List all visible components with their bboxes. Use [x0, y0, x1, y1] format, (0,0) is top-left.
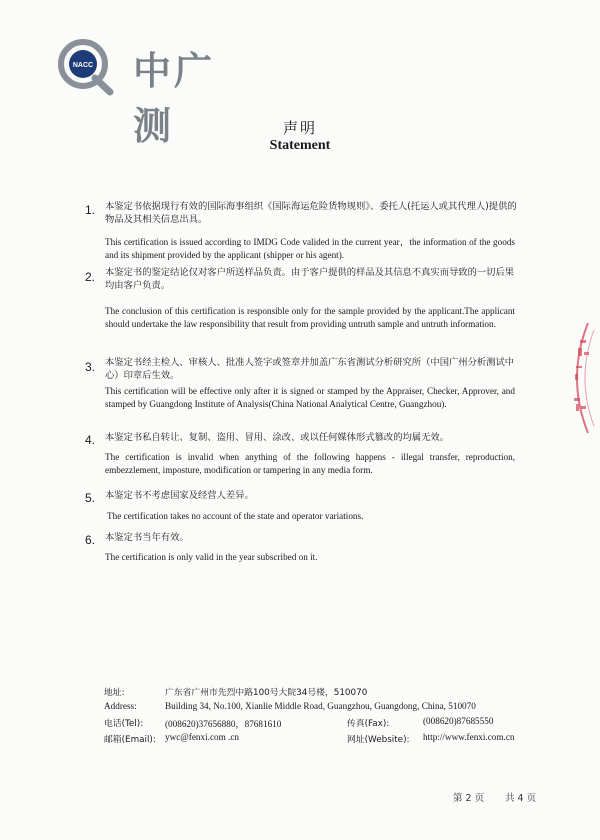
logo-badge-text: NACC: [72, 62, 94, 69]
item-number: 6.: [85, 533, 96, 547]
fax-value: (008620)87685550: [423, 716, 494, 726]
item-number: 1.: [85, 203, 96, 217]
nacc-magnifier-icon: [55, 36, 117, 98]
address-cn: 广东省广州市先烈中路100号大院34号楼，510070: [165, 688, 368, 698]
item-text-cn: 本鉴定书私自转让、复制、盗用、冒用、涂改、或以任何媒体形式篡改的均属无效。: [105, 432, 449, 443]
email-value: ywc@fenxi.com .cn: [165, 732, 240, 742]
item-text-en: The certification is invalid when anything of the following happens - illegal transfer, reproduction, embezzlement, imposture, modification or tampering in any media form.: [105, 452, 515, 475]
tel-value: (008620)37656880，87681610: [165, 719, 282, 729]
item-text-cn: 本鉴定书的鉴定结论仅对客户所送样品负责。由于客户提供的样品及其信息不真实而导致的一切后果均由客户负责。: [105, 267, 515, 291]
item-text-cn: 本鉴定书当年有效。: [105, 532, 189, 543]
item-text-en: This certification will be effective only after it is signed or stamped by the Appraiser, Checker, Approver, and stamped by Guangdong Institute of Analysis(China National Analytical Centre, Guangzhou).: [105, 386, 515, 409]
item-text-en: The certification takes no account of the state and operator variations.: [107, 511, 364, 521]
address-cn-label: 地址:: [104, 688, 125, 698]
seal-stamp-fragment: [558, 318, 600, 438]
item-number: 3.: [85, 360, 96, 374]
email-label: 邮箱(Email):: [104, 735, 156, 745]
item-text-en: This certification is issued according to IMDG Code valided in the current year，the information of the goods and its shipment provided by the applicant (shipper or his agent).: [105, 237, 515, 260]
page-total: 共 4 页: [505, 793, 537, 804]
page-title-en: Statement: [269, 138, 331, 153]
item-text-en: The conclusion of this certification is responsible only for the sample provided by the applicant.The applicant should undertake the law responsibility that result from providing untruth sample and untruth information.: [105, 306, 515, 329]
item-number: 4.: [85, 433, 96, 447]
item-text-en: The certification is only valid in the year subscribed on it.: [105, 552, 318, 562]
tel-label: 电话(Tel):: [104, 719, 144, 729]
fax-label: 传真(Fax):: [347, 719, 390, 729]
page-title-cn: 声明: [282, 119, 317, 137]
website-value: http://www.fenxi.com.cn: [423, 732, 515, 742]
page-current: 第 2 页: [453, 793, 485, 804]
item-text-cn: 本鉴定书经主检人、审核人、批准人签字或签章并加盖广东省测试分析研究所（中国广州分析测试中心）印章后生效。: [105, 357, 515, 381]
item-text-cn: 本鉴定书依据现行有效的国际海事组织《国际海运危险货物规则》、委托人(托运人或其代理人)提供的物品及其相关信息出具。: [105, 201, 517, 225]
address-en-label: Address:: [104, 701, 137, 711]
address-en: Building 34, No.100, Xianlie Middle Road, Guangzhou, Guangdong, China, 510070: [165, 701, 476, 711]
item-number: 2.: [85, 270, 96, 284]
item-number: 5.: [85, 491, 96, 505]
item-text-cn: 本鉴定书不考虑国家及经营人差异。: [105, 490, 254, 501]
website-label: 网址(Website):: [347, 735, 410, 745]
logo-wordmark: 中广测: [133, 49, 216, 148]
company-logo: [55, 36, 255, 148]
